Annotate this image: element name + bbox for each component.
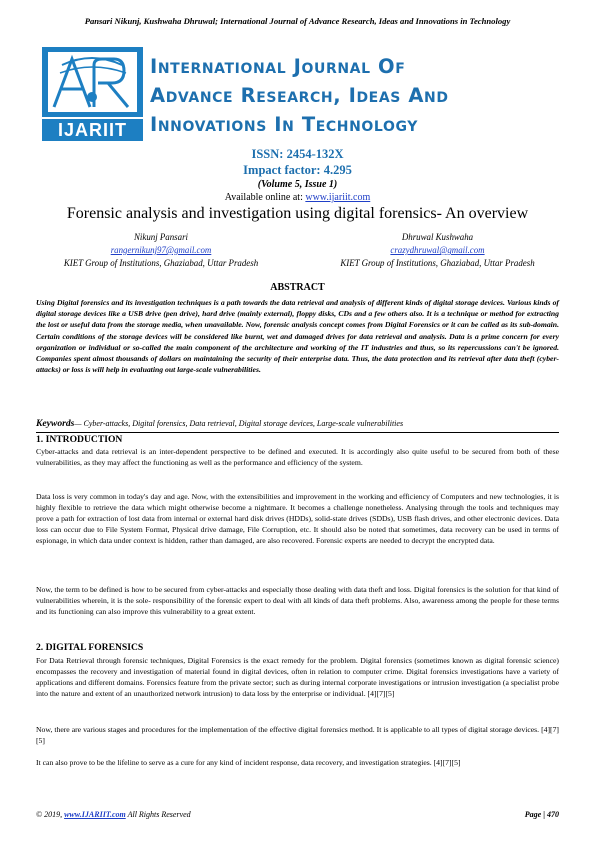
author-block [36,231,559,271]
author-1 [36,231,286,270]
keywords-line [36,418,559,429]
forensics-paragraph-2: Now, there are various stages and procedures for the implementation of the effective digital forensics method. It is applicable to all types of digital storage devices. [4][7][5] [36,725,559,746]
copyright-prefix: © 2019, [36,810,65,819]
keywords-text: Cyber-attacks, Digital forensics, Data retrieval, Digital storage devices, Large-scale vulnerabilities [83,419,404,428]
copyright-suffix: All Rights Reserved [125,810,191,819]
author-2 [316,231,559,270]
section-heading-digital-forensics: 2. DIGITAL FORENSICS [36,642,144,653]
author-1-affiliation: KIET Group of Institutions, Ghaziabad, Uttar Pradesh [63,258,259,268]
volume-issue: (Volume 5, Issue 1) [257,179,338,190]
impact-factor: Impact factor: 4.295 [243,163,352,177]
footer-site-link[interactable]: www.IJARIIT.com [64,810,126,819]
author-1-email-link[interactable]: rangernikunj97@gmail.com [110,245,212,255]
keywords-label: Keywords [36,418,75,429]
keywords-dash: — [74,419,84,428]
copyright [36,810,191,819]
journal-name-line-2: Advance Research, Ideas And [150,84,449,107]
logo-emblem-icon [42,47,143,117]
author-1-name: Nikunj Pansari [134,232,188,242]
journal-name-line-1: International Journal Of [150,55,406,78]
availability-line [36,192,559,203]
logo-emblem [42,47,143,117]
journal-name [150,52,560,139]
forensics-paragraph-3: It can also prove to be the lifeline to serve as a cure for any kind of incident response, data recovery, and investigation strategies. [4][7][5] [36,758,461,767]
abstract-text: Using Digital forensics and its investigation techniques is a path towards the data retrieval and analysis of different kinds of digital storage devices. Various kinds of digital storage devices like a USB drive (pen drive), hard drive (mainly external), floppy disks, CDs and a few others also. It is a technique or method for extracting the lost or useful data from the storage media, when unavailable. Now, forensic analysis concept comes from Digital Forensics or it can be called as its sub-domain. Certain conditions of the storage devices will be considered like burnt, wet and damaged drives for data retrieval and analysis. Data is a prime concern for every organization or individual or so-called the main component of the architecture and working of the IT industries and thus, so its repercussions can't be ignored. Companies spent almost thousands of dollars on maintaining the security of their enterprise data. Thus, the data protection and its retrieval after data theft (cyber-attacks) or loss is will help in evaluating out large-scale vulnerabilities. [36,298,559,375]
journal-name-line-3: Innovations In Technology [150,113,418,136]
journal-logo [42,47,143,141]
running-head: Pansari Nikunj, Kushwaha Dhruwal; International Journal of Advance Research, Ideas and Innovations in Technology [84,16,511,26]
availability-prefix: Available online at: [224,192,306,203]
author-2-email-link[interactable]: crazydhruwal@gmail.com [390,245,485,255]
abstract-heading: ABSTRACT [270,282,325,293]
journal-website-link[interactable]: www.ijariit.com [305,192,371,203]
author-2-name: Dhruwal Kushwaha [401,232,474,242]
keywords-divider [36,432,559,433]
intro-paragraph-1: Cyber-attacks and data retrieval is an inter-dependent perspective to be defined and executed. It is accordingly also quite useful to be secured from both of these vulnerabilities, as they may affect the functioning as well as the performance and efficiency of the system. [36,447,559,468]
section-heading-introduction: 1. INTRODUCTION [36,434,123,445]
journal-masthead [36,47,559,143]
forensics-paragraph-1: For Data Retrieval through forensic techniques, Digital Forensics is the exact remedy for the problem. Digital forensics (sometimes known as digital forensic science) encompasses the recovery and investigation of material found in digital devices, often in relation to computer crime. Digital forensics investigations have a variety of applications and different domains. Forensics feature from the private sector; such as during internal corporate investigations or intrusion investigation (a specialist probe into the nature and extent of an unauthorized network intrusion) to data loss by the enterprise or individual. [4][7][5] [36,656,559,699]
author-2-affiliation: KIET Group of Institutions, Ghaziabad, Uttar Pradesh [340,258,535,268]
paper-title: Forensic analysis and investigation using digital forensics- An overview [66,205,529,222]
logo-wordmark: IJARIIT [42,119,143,141]
intro-paragraph-2: Data loss is very common in today's day and age. Now, with the extensibilities and improvement in the working and efficiency of Computers and new technologies, it is highly flexible to retrieve the data which might otherwise become a nightmare. It becomes a challenge nonetheless. Analysing through the tools and techniques may prove a path for extraction of lost data from internal or external hard disk drives (HDDs), solid-state drives (SDDs), USB flash drives, and other electronic devices. Data loss can occur due to File System Format, Physical drive damage, File Corruption, etc. It should also be noted that sometimes, data recovery can be used in terms of espionage, in which data under context is hidden, rather than damaged, are also recovered. Forensic experts are needed to decrypt the encrypted data. [36,492,559,546]
issn: ISSN: 2454-132X [251,147,344,161]
intro-paragraph-3: Now, the term to be defined is how to be secured from cyber-attacks and especially those dealing with data theft and loss. Digital forensics is the solution for that kind of vulnerabilities wherein, it is the sole- responsibility of the forensic expert to deal with all kinds of data theft problems. Also, awareness among the people for these terms and its functioning can also improve this vulnerability to a great extent. [36,585,559,617]
page-number: Page | 470 [524,810,559,819]
